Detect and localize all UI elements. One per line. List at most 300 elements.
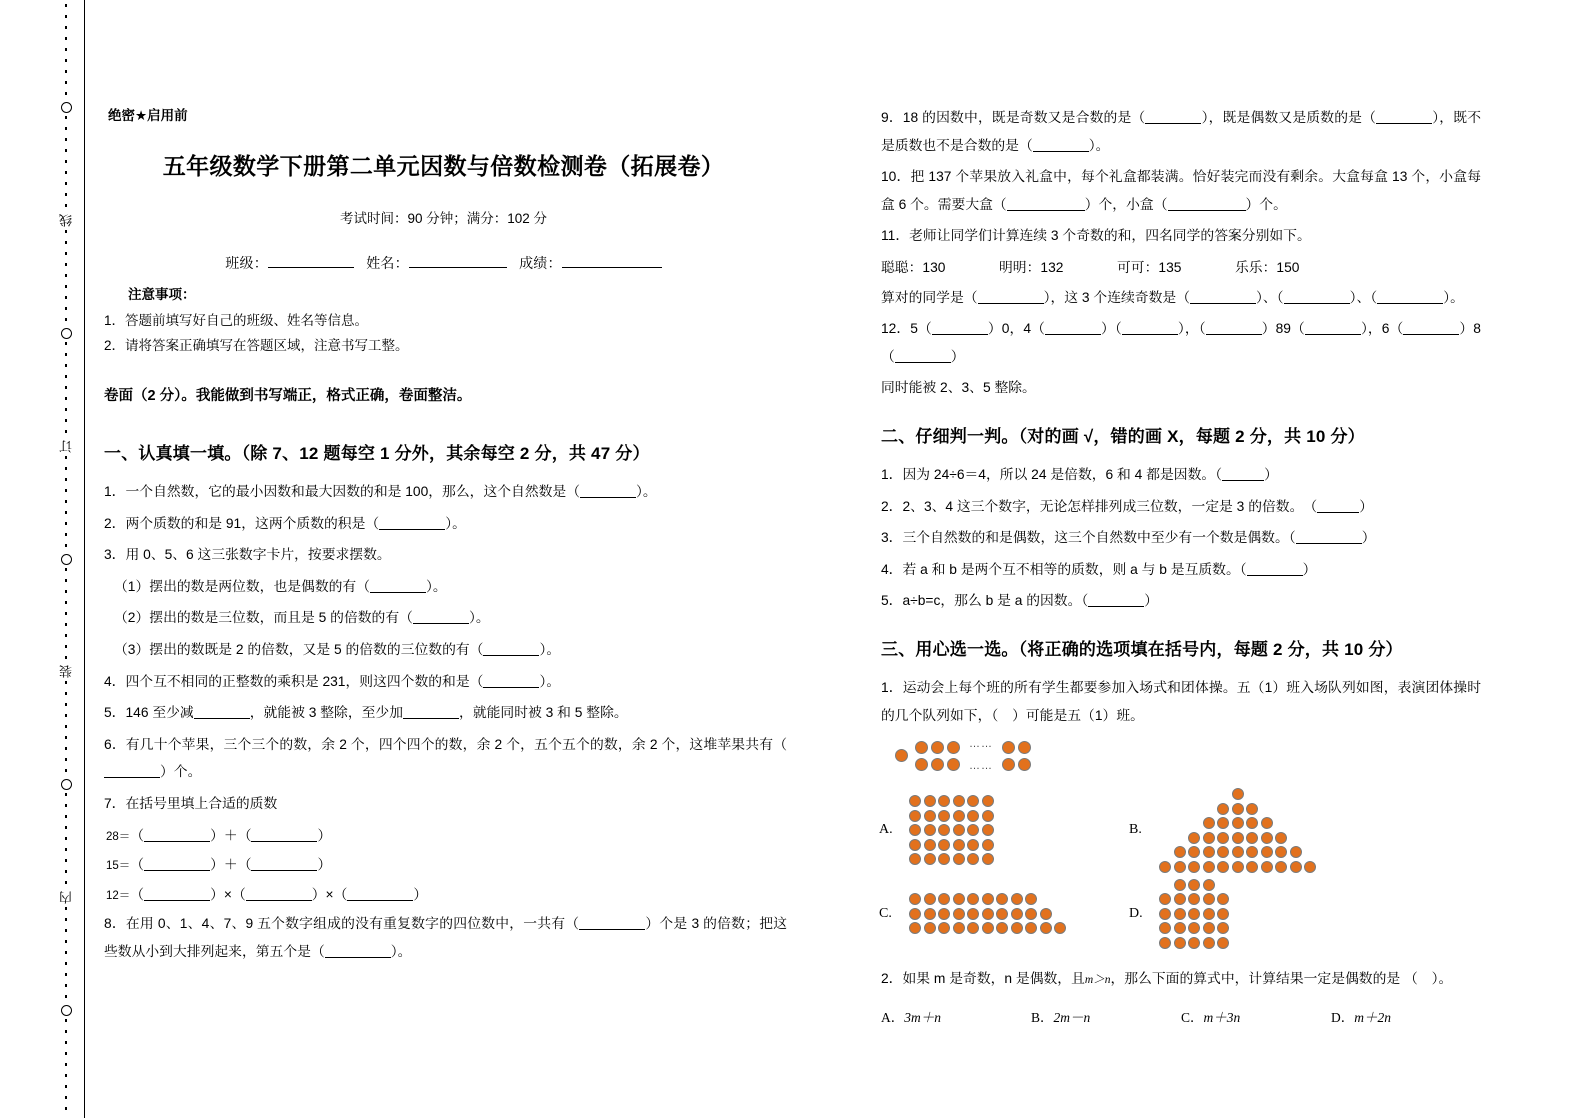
name-field-blank[interactable] [409,253,507,268]
dot [982,922,994,934]
dot [953,908,965,920]
dot [1159,908,1171,920]
dot [1290,861,1302,873]
dot [1188,937,1200,949]
tf-1-end: ） [1264,466,1278,482]
dot [1217,922,1229,934]
page-title: 五年级数学下册第二单元因数与倍数检测卷（拓展卷） [162,153,725,179]
dotted-line-segment [65,4,67,99]
question-8-part-c: ）。 [390,943,412,959]
option-d[interactable] [1129,879,1481,949]
question-3-3-text: （3）摆出的数既是 2 的倍数，又是 5 的倍数的三位数的有（ [114,641,484,657]
option-b-label: B． [1031,1010,1054,1026]
section-2-title: 二、仔细判一判。（对的画 √，错的画 X，每题 2 分，共 10 分） [881,426,1365,446]
class-field-label: 班级： [225,255,268,271]
option-c[interactable] [1181,1006,1331,1026]
question-3-2 [114,604,787,632]
answer-blank[interactable] [1206,322,1262,335]
plus-operator: ＋ [223,827,238,843]
dot [967,922,979,934]
question-1-text: 1．一个自然数，它的最小因数和最大因数的和是 100，那么，这个自然数是（ [104,484,581,499]
dot [1174,861,1186,873]
option-a[interactable] [881,1006,1031,1026]
dot [1174,893,1186,905]
dot-row [915,741,960,754]
margin-vertical-rule [84,0,85,1118]
answer-blank[interactable] [104,765,160,778]
dot [924,795,936,807]
tf-5-text: 5．a÷b=c，那么 b 是 a 的因数。（ [881,593,1089,609]
question-10-part-a: 10．把 137 个苹果放入礼盒中，每个礼盒都装满。恰好装完而没有剩余。大盒每盒 13 个，小盒每盒 6 个。需要大盒（ [881,169,1481,212]
dot-row [1188,832,1287,844]
answer-blank[interactable] [483,675,539,688]
dot-row [1002,758,1031,771]
answer-blank[interactable] [580,485,636,498]
student-name: 可可： [1117,259,1159,275]
dot [938,810,950,822]
answer-blank[interactable] [1247,563,1303,576]
secret-label: 绝密★启用前 [108,108,188,123]
dot [1290,846,1302,858]
right-column [797,0,1497,1118]
notice-item: 1．答题前填写好自己的班级、姓名等信息。 [104,313,369,328]
dot [938,893,950,905]
dot [1246,817,1258,829]
option-b-pattern [1159,788,1316,873]
question-2-end: ）。 [445,515,466,531]
dot [1159,861,1171,873]
mcq-question-2 [881,965,1481,993]
dot [1040,922,1052,934]
dot [924,839,936,851]
dot [909,795,921,807]
dot [1188,846,1200,858]
q11-part-d: ）、（ [1349,289,1378,305]
q12-part-6: ）8（ [881,321,1481,364]
dot [924,810,936,822]
paren-end: ）。 [426,578,447,594]
option-b-label: B. [1129,822,1142,838]
dot [1217,803,1229,815]
dot [1232,861,1244,873]
question-1 [104,478,787,506]
answer-blank[interactable] [144,858,210,871]
margin-char-zhuang: 装 [58,665,74,679]
class-field-blank[interactable] [268,253,354,268]
dot [1232,803,1244,815]
question-9-end: ）。 [1088,137,1110,153]
paren-end: ）。 [468,610,490,626]
answer-blank[interactable] [347,888,413,901]
dot [1217,832,1229,844]
question-6-end: ）个。 [160,764,202,780]
dot [1275,861,1287,873]
exam-page [92,0,1583,1118]
tf-question-5 [881,587,1481,615]
dot [967,893,979,905]
paren-end: ）。 [539,673,561,689]
question-5-part-b: ，就能被 3 整除，至少加 [249,705,404,721]
dot [967,795,979,807]
mcq-2-inequality: m＞n [1084,973,1111,986]
option-b[interactable] [1031,1006,1181,1026]
dot-row [915,758,960,771]
dot [1025,893,1037,905]
option-a-label: A. [879,822,893,838]
dot [1217,908,1229,920]
question-3-1-text: （1）摆出的数是两位数，也是偶数的有（ [114,578,371,594]
answer-blank[interactable] [1296,531,1362,544]
dot-row [1232,788,1244,800]
dot [967,908,979,920]
student-answer: 150 [1276,259,1300,275]
question-10 [881,163,1481,218]
score-field-blank[interactable] [562,253,662,268]
student-answer: 132 [1040,259,1064,275]
answer-blank[interactable] [978,291,1044,304]
dot [924,908,936,920]
question-9 [881,104,1481,159]
dot [1011,922,1023,934]
dot [953,893,965,905]
answer-blank[interactable] [1222,468,1264,481]
answer-blank[interactable] [144,888,210,901]
dot [909,839,921,851]
margin-char-nei: 内 [58,891,74,905]
dot [895,749,908,762]
dot-row [909,810,994,822]
dot [1174,937,1186,949]
dot [1188,879,1200,891]
tf-question-1 [881,461,1481,489]
answer-blank[interactable] [194,706,250,719]
dot [1174,908,1186,920]
times-operator: × [223,886,232,902]
dotted-line-segment [65,116,67,211]
equation-12: 12＝（ ）×（ ）×（ ） [106,886,428,902]
answer-blank[interactable] [1045,322,1101,335]
q11-part-b: ），这 3 个连续奇数是（ [1043,289,1190,305]
dot [915,741,928,754]
answer-blank[interactable] [379,517,445,530]
dot [931,741,944,754]
circle-icon [61,1005,72,1016]
answer-blank[interactable] [1088,594,1144,607]
tf-4-end: ） [1302,561,1317,577]
dot [1159,893,1171,905]
student-entry [881,254,999,282]
dot [947,758,960,771]
question-3-1 [114,573,787,601]
answer-blank[interactable] [1305,322,1361,335]
dot-row [1217,803,1258,815]
dot [1232,846,1244,858]
answer-blank[interactable] [1284,291,1350,304]
dot [1246,846,1258,858]
dot [1018,741,1031,754]
dotted-line-segment [65,342,67,437]
dot [953,810,965,822]
dot-row [1174,846,1302,858]
dot [996,893,1008,905]
question-7: 7．在括号里填上合适的质数 [104,795,278,811]
section-1-title: 一、认真填一填。（除 7、12 题每空 1 分外，其余每空 2 分，共 47 分） [104,444,650,463]
dot [1174,922,1186,934]
dot [982,893,994,905]
tf-question-4 [881,556,1481,584]
dot-row [1203,817,1273,829]
dot-row [1159,861,1316,873]
dot-row [1159,893,1229,905]
dot [938,853,950,865]
dotted-line-segment [65,568,67,663]
option-d[interactable] [1331,1006,1481,1026]
option-c-expr: m＋3n [1203,1010,1241,1026]
binding-margin [48,0,84,1118]
margin-char-ding: 订 [58,439,74,453]
question-5-part-a: 5．146 至少减 [104,705,194,721]
dot [1232,832,1244,844]
answer-blank[interactable] [251,829,317,842]
mcq-1-options [879,788,1481,949]
q12-part-5: ），6（ [1360,321,1404,337]
question-9-part-a: 9．18 的因数中，既是奇数又是合数的是（ [881,110,1146,125]
question-10-part-b: ）个，小盒（ [1084,196,1168,212]
q11-part-c: ）、（ [1256,289,1284,305]
question-11-answer-line [881,284,1481,312]
dot [1246,832,1258,844]
dot [924,922,936,934]
circle-icon [61,328,72,339]
mcq-2-part-a: 2．如果 m 是奇数，n 是偶数，且 [881,970,1085,986]
answer-blank[interactable] [144,829,210,842]
tf-2-text: 2．2、3、4 这三个数字，无论怎样排列成三位数，一定是 3 的倍数。 （ [881,498,1318,514]
dot [1174,879,1186,891]
answer-blank[interactable] [403,706,459,719]
dot [1275,846,1287,858]
dot [1025,922,1037,934]
dot [938,922,950,934]
answer-blank[interactable] [1145,111,1201,124]
question-8-part-b: ）个是 3 的倍数；把这些数从小到大排列起来，第五个是（ [104,916,787,959]
q12-part-4: ）89（ [1261,321,1305,337]
tf-question-2 [881,493,1481,521]
answer-blank[interactable] [251,858,317,871]
question-3-2-text: （2）摆出的数是三位数，而且是 5 的倍数的有（ [114,610,413,626]
dot [1203,879,1215,891]
question-10-end: ）个。 [1245,196,1287,212]
equation-28-lead: 28＝ [106,830,131,843]
answer-blank[interactable] [1033,139,1089,152]
dot [1246,803,1258,815]
dot [996,922,1008,934]
question-8 [104,910,787,965]
question-9-part-b: ），既是偶数又是质数的是（ [1201,110,1377,125]
dot [924,893,936,905]
answer-blank[interactable] [246,888,312,901]
question-4-text: 4．四个互不相同的正整数的乘积是 231，则这四个数的和是（ [104,673,484,689]
circle-icon [61,779,72,790]
dotted-line-segment [65,230,67,325]
circle-icon [61,102,72,113]
answer-blank[interactable] [1122,322,1178,335]
student-answer: 130 [922,259,946,275]
dot-row [909,893,1037,905]
dot [1203,861,1215,873]
dot [967,853,979,865]
answer-blank[interactable] [1007,198,1085,211]
tf-4-text: 4．若 a 和 b 是两个互不相等的质数，则 a 与 b 是互质数。（ [881,561,1247,577]
dot [1203,817,1215,829]
ellipsis: …… [969,760,993,773]
score-field-label: 成绩： [519,255,562,271]
mcq-2-options [881,1006,1481,1026]
question-1-end: ）。 [636,484,657,499]
dot-row [1159,922,1229,934]
answer-blank[interactable] [1168,198,1246,211]
dot [1217,893,1229,905]
option-b[interactable] [1129,788,1481,873]
mcq-2-answer-paren[interactable]: （ ）。 [1404,970,1453,986]
dot [1232,788,1244,800]
answer-blank[interactable] [1403,322,1459,335]
left-column [92,0,797,1118]
dot [1217,846,1229,858]
tf-question-3 [881,524,1481,552]
tf-1-text: 1．因为 24÷6＝4，所以 24 是倍数，6 和 4 都是因数。（ [881,466,1223,482]
answer-blank[interactable] [370,580,426,593]
dot [1188,861,1200,873]
dot [909,853,921,865]
option-c[interactable] [879,879,1129,949]
tf-5-end: ） [1144,593,1159,609]
question-3-3 [114,636,787,664]
dot [982,908,994,920]
q11-part-a: 算对的同学是（ [881,289,978,305]
answer-blank[interactable] [932,322,988,335]
cover-note: 卷面（2 分）。我能做到书写端正，格式正确，卷面整洁。 [104,388,472,404]
dot [967,810,979,822]
answer-blank[interactable] [325,945,391,958]
dot [996,908,1008,920]
question-3: 3．用 0、5、6 这三张数字卡片，按要求摆数。 [104,547,391,563]
dot [909,824,921,836]
option-a-label: A． [881,1010,905,1026]
dot [909,893,921,905]
q12-part-3: ），（ [1177,321,1206,337]
option-d-expr: m＋2n [1354,1010,1391,1026]
dot [1203,937,1215,949]
dot [1188,922,1200,934]
dot [1159,937,1171,949]
question-12-tail: 同时能被 2、3、5 整除。 [881,380,1036,396]
question-6 [104,731,787,786]
dot [947,741,960,754]
entrance-block [915,741,960,771]
answer-blank[interactable] [483,643,539,656]
option-a[interactable] [879,788,1129,873]
dot [1246,861,1258,873]
option-a-pattern [909,795,994,865]
dot [982,839,994,851]
dot [1002,758,1015,771]
dot [1261,846,1273,858]
answer-blank[interactable] [895,350,951,363]
dot [953,853,965,865]
dot [1011,908,1023,920]
mcq-question-1: 1．运动会上每个班的所有学生都要参加入场式和团体操。五（1）班入场队列如图，表演团体操时的几个队列如下，（ ）可能是五（1）班。 [881,679,1481,723]
section-3-title: 三、用心选一选。（将正确的选项填在括号内，每题 2 分，共 10 分） [881,639,1403,659]
dot [1261,832,1273,844]
dot [938,824,950,836]
question-6-text: 6．有几十个苹果，三个三个的数，余 2 个，四个四个的数，余 2 个，五个五个的数，余 2 个，这堆苹果共有（ [104,736,787,752]
dotted-line-segment [65,793,67,888]
answer-blank[interactable] [1190,291,1256,304]
dot [938,839,950,851]
q12-part-2: ）（ [1100,321,1122,337]
answer-blank[interactable] [1317,500,1359,513]
dot [1275,832,1287,844]
dot [1159,922,1171,934]
dot-row [909,824,994,836]
dot [1203,846,1215,858]
name-field-label: 姓名： [366,255,409,271]
question-4 [104,668,787,696]
dot [931,758,944,771]
question-2 [104,510,787,538]
option-c-label: C． [1181,1010,1204,1026]
dotted-line-segment [65,1019,67,1114]
answer-blank[interactable] [413,611,469,624]
tf-2-end: ） [1359,498,1373,514]
dot [967,824,979,836]
option-a-expr: 3m＋n [904,1010,941,1026]
student-answer: 135 [1158,259,1182,275]
dot [915,758,928,771]
student-name: 乐乐： [1235,259,1277,275]
dot [1232,817,1244,829]
q12-part-1: ）0，4（ [987,321,1045,337]
dot [938,908,950,920]
ellipsis: …… [969,738,993,751]
equation-12-lead: 12＝ [106,889,131,902]
question-11-students [881,254,1481,282]
question-2-text: 2．两个质数的和是 91，这两个质数的积是（ [104,515,380,531]
dot-row [909,839,994,851]
option-c-label: C. [879,905,892,921]
q12-part-7: ） [950,348,965,364]
times-operator: × [325,886,334,902]
dot [1203,893,1215,905]
answer-blank[interactable] [1376,111,1432,124]
dot [938,795,950,807]
dot [1011,893,1023,905]
question-9-part-c: ），既不是质数也不是合数的是（ [881,110,1481,153]
answer-blank[interactable] [579,917,645,930]
dot [953,922,965,934]
q12-part-0: 12．5（ [881,321,932,337]
mcq-2-part-b: ，那么下面的算式中，计算结果一定是偶数的是 [1110,970,1401,986]
margin-char-xian: 线 [58,213,74,227]
student-entry [999,254,1117,282]
dot [1174,846,1186,858]
answer-blank[interactable] [1377,291,1443,304]
dot [1188,908,1200,920]
dot [1188,893,1200,905]
dot-row [1002,741,1031,754]
option-b-expr: 2m－n [1053,1010,1091,1026]
dotted-line-segment [65,681,67,776]
